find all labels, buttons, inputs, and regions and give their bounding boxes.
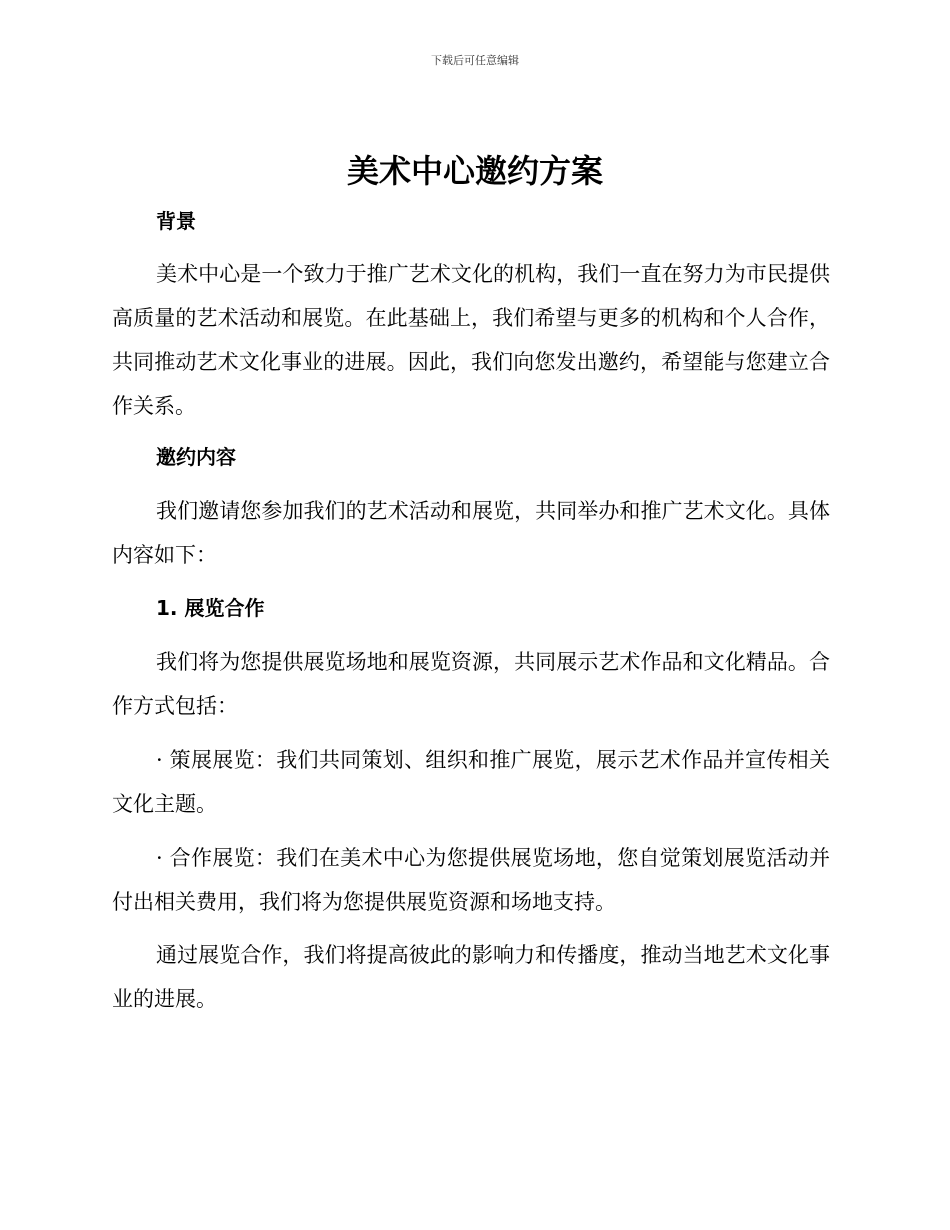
background-section: [112, 252, 830, 428]
exhibition-intro-section: [112, 640, 830, 728]
bullet-curation: · 策展展览：我们共同策划、组织和推广展览，展示艺术作品并宣传相关文化主题。: [112, 748, 830, 816]
background-paragraph: 美术中心是一个致力于推广艺术文化的机构，我们一直在努力为市民提供高质量的艺术活动和展览。在此基础上，我们希望与更多的机构和个人合作，共同推动艺术文化事业的进展。因此，我们向您发出邀约，希望能与您建立合作关系。: [112, 262, 830, 418]
exhibition-conclusion: 通过展览合作，我们将提高彼此的影响力和传播度，推动当地艺术文化事业的进展。: [112, 943, 830, 1011]
exhibition-conclusion-section: [112, 933, 830, 1021]
heading-exhibition: 1. 展览合作: [156, 596, 265, 620]
bullet-cooperation-section: [112, 836, 830, 924]
bullet-cooperation: · 合作展览：我们在美术中心为您提供展览场地，您自觉策划展览活动并付出相关费用，我们将为您提供展览资源和场地支持。: [112, 846, 830, 914]
heading-background: 背景: [156, 209, 196, 233]
bullet-curation-section: [112, 738, 830, 826]
header-note: 下载后可任意编辑: [431, 54, 519, 67]
invitation-paragraph: 我们邀请您参加我们的艺术活动和展览，共同举办和推广艺术文化。具体内容如下：: [112, 499, 830, 567]
invitation-section: [112, 489, 830, 577]
exhibition-intro-paragraph: 我们将为您提供展览场地和展览资源，共同展示艺术作品和文化精品。合作方式包括：: [112, 650, 830, 718]
document-title: 美术中心邀约方案: [346, 152, 603, 190]
heading-invitation: 邀约内容: [156, 445, 236, 469]
